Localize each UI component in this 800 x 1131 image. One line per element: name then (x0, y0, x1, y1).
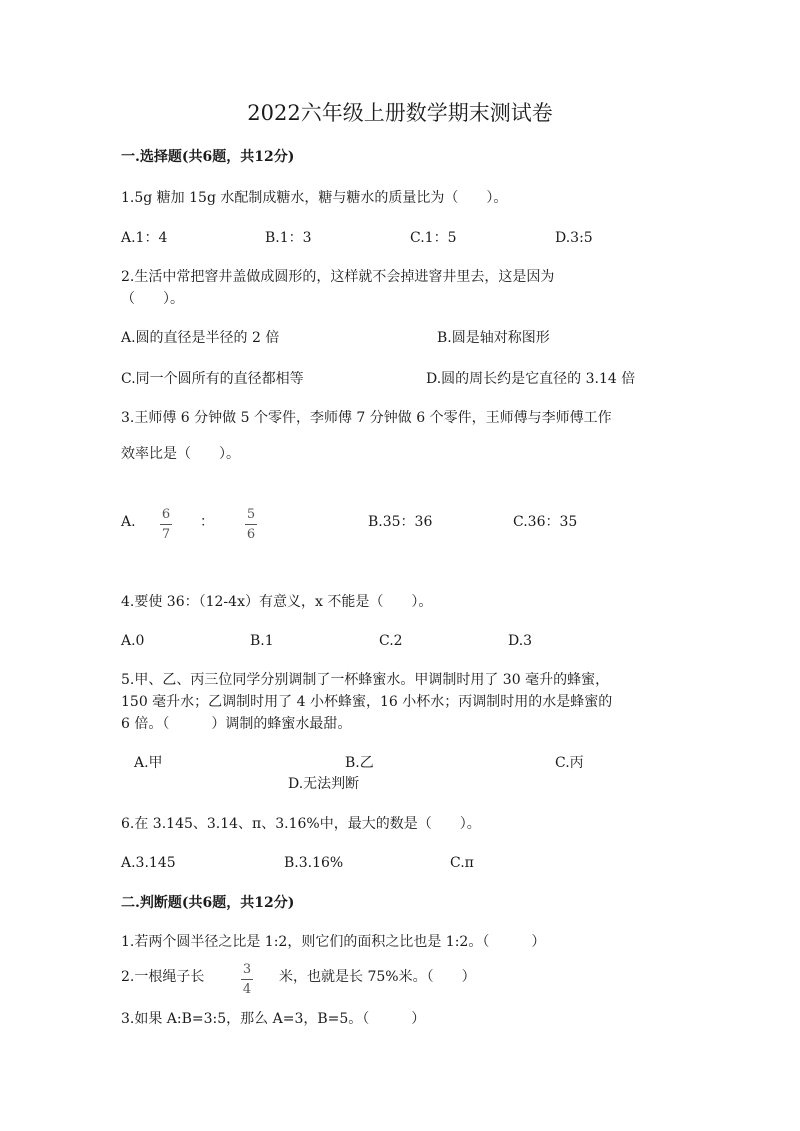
q5-option-c: C.丙 (555, 755, 584, 771)
fraction-denominator: 7 (161, 527, 171, 542)
judgement-2-prefix: 2.一根绳子长 (121, 969, 205, 985)
section-heading-choice: 一.选择题(共6题，共12分) (121, 149, 295, 165)
question-5-line-3: 6 倍。（ ）调制的蜂蜜水最甜。 (121, 716, 352, 732)
fraction-numerator: 6 (161, 507, 171, 522)
judgement-2-fraction (241, 963, 253, 996)
q5-option-a: A.甲 (134, 755, 163, 771)
q5-option-b: B.乙 (345, 755, 374, 771)
fraction-bar (245, 524, 257, 525)
q1-option-a: A.1：4 (121, 230, 168, 246)
fraction-numerator: 5 (246, 507, 256, 522)
q5-option-d: D.无法判断 (288, 776, 360, 792)
page-title: 2022六年级上册数学期末测试卷 (247, 101, 553, 125)
q3-option-c: C.36：35 (513, 514, 578, 530)
question-3-line-1: 3.王师傅 6 分钟做 5 个零件，李师傅 7 分钟做 6 个零件，王师傅与李师傅工作 (121, 410, 612, 426)
q6-option-b: B.3.16% (284, 855, 344, 871)
question-2-line-2: （ ）。 (121, 291, 184, 307)
q3-option-a-colon: ： (200, 514, 214, 530)
q2-option-b: B.圆是轴对称图形 (437, 330, 550, 346)
fraction-bar (160, 524, 172, 525)
q4-option-d: D.3 (508, 633, 533, 649)
q3-option-a-fraction-2 (245, 508, 257, 541)
q3-option-b: B.35：36 (368, 514, 433, 530)
q4-option-a: A.0 (121, 633, 145, 649)
q1-option-b: B.1：3 (265, 230, 312, 246)
q4-option-c: C.2 (379, 633, 403, 649)
q2-option-a: A.圆的直径是半径的 2 倍 (121, 330, 280, 346)
judgement-3-text: 3.如果 A:B=3:5，那么 A=3，B=5。（ ） (121, 1011, 426, 1027)
q4-option-b: B.1 (250, 633, 274, 649)
question-5-line-1: 5.甲、乙、丙三位同学分别调制了一杯蜂蜜水。甲调制时用了 30 毫升的蜂蜜， (121, 672, 610, 688)
q3-option-a-fraction-1 (160, 508, 172, 541)
question-3-line-2: 效率比是（ ）。 (121, 446, 240, 462)
q2-option-d: D.圆的周长约是它直径的 3.14 倍 (426, 371, 636, 387)
q1-option-d: D.3:5 (555, 230, 593, 246)
q2-option-c: C.同一个圆所有的直径都相等 (121, 371, 304, 387)
q3-option-a-label: A. (121, 514, 136, 530)
q6-option-a: A.3.145 (121, 855, 176, 871)
section-heading-judgement: 二.判断题(共6题，共12分) (121, 895, 295, 911)
fraction-bar (241, 979, 253, 980)
question-6-text: 6.在 3.145、3.14、π、3.16%中，最大的数是（ ）。 (121, 816, 481, 832)
fraction-numerator: 3 (242, 962, 252, 977)
question-1-text: 1.5g 糖加 15g 水配制成糖水，糖与糖水的质量比为（ ）。 (121, 190, 508, 206)
judgement-2-suffix: 米，也就是长 75%米。（ ） (279, 969, 476, 985)
question-2-line-1: 2.生活中常把窨井盖做成圆形的，这样就不会掉进窨井里去，这是因为 (121, 269, 555, 285)
fraction-denominator: 4 (242, 982, 252, 997)
question-4-text: 4.要使 36：（12-4x）有意义，x 不能是（ ）。 (121, 594, 433, 610)
q6-option-c: C.π (450, 855, 474, 871)
fraction-denominator: 6 (246, 527, 256, 542)
judgement-1-text: 1.若两个圆半径之比是 1:2，则它们的面积之比也是 1:2。（ ） (121, 934, 546, 950)
question-5-line-2: 150 毫升水；乙调制时用了 4 小杯蜂蜜，16 小杯水；丙调制时用的水是蜂蜜的 (121, 694, 613, 710)
q1-option-c: C.1：5 (410, 230, 457, 246)
